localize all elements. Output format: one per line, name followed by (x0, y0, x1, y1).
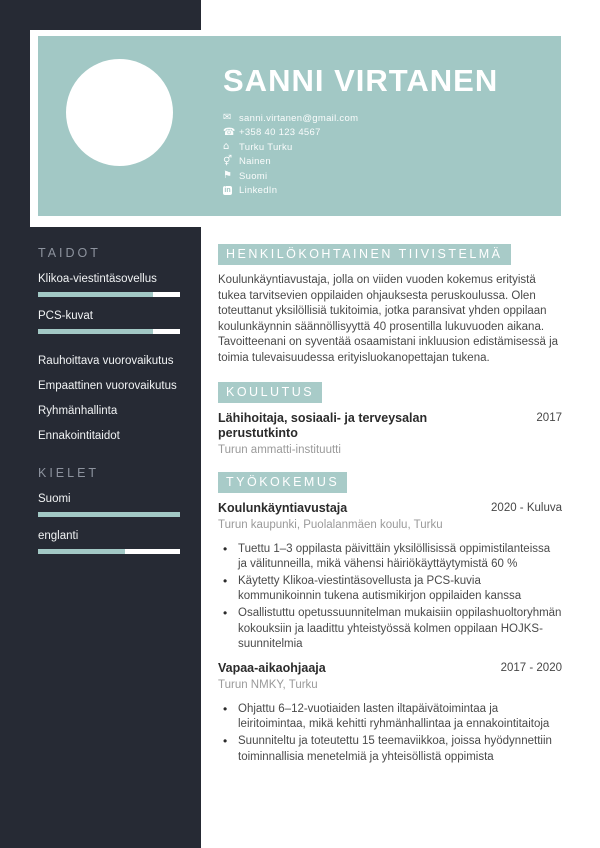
job-bullets (218, 702, 562, 765)
spacer (38, 334, 183, 342)
bullet-item: • Käytetty Klikoa-viestintäsovellusta ja PCS-kuvia kommunikoinnin tukena autismikirjon oppilaiden kanssa (218, 574, 562, 605)
job-org: Turun NMKY, Turku (218, 678, 318, 691)
contact-row-phone (223, 126, 553, 141)
header-band (38, 36, 561, 216)
education-entry (218, 411, 562, 457)
dark-top-band (0, 0, 201, 30)
linkedin-text: LinkedIn (239, 185, 278, 197)
nationality-text: Suomi (239, 170, 268, 182)
contact-row-linkedin (223, 184, 553, 199)
phone-text: +358 40 123 4567 (239, 127, 321, 139)
school-name: Turun ammatti-instituutti (218, 443, 341, 456)
job-date: 2017 - 2020 (500, 661, 562, 674)
header-text (223, 62, 553, 198)
experience-entry (218, 501, 562, 653)
dark-left-strip (0, 0, 30, 240)
contact-list (223, 111, 553, 198)
envelope-icon: ✉ (223, 112, 232, 124)
skill-bar-fill (38, 292, 153, 297)
sidebar (38, 246, 183, 554)
education-section (218, 382, 562, 457)
skill-bar (38, 292, 180, 297)
skill-label: Rauhoittava vuorovaikutus (38, 355, 174, 367)
phone-icon: ☎ (223, 126, 236, 138)
education-entry-row (218, 411, 562, 441)
contact-row-gender (223, 155, 553, 170)
language-bar-fill (38, 549, 125, 554)
languages-section-title: KIELET (38, 466, 100, 480)
skill-label: PCS-kuvat (38, 310, 93, 322)
experience-entry-row (218, 501, 562, 516)
language-label: englanti (38, 530, 79, 542)
main-content (218, 244, 562, 766)
language-label: Suomi (38, 493, 71, 505)
home-icon: ⌂ (223, 141, 230, 153)
experience-section-title: TYÖKOKEMUS (218, 472, 347, 493)
job-bullets (218, 542, 562, 653)
education-date: 2017 (536, 411, 562, 424)
bullet-item: • Ohjattu 6–12-vuotiaiden lasten iltapäivätoimintaa ja leiritoimintaa, mikä kehitti ryhmänhallintaa ja ennakointitaitoja (218, 702, 562, 733)
gender-text: Nainen (239, 156, 271, 168)
skill-item (38, 273, 183, 297)
experience-entry (218, 661, 562, 765)
skills-section-title: TAIDOT (38, 246, 101, 260)
bullet-item: • Osallistuttu opetussuunnitelman mukaisiin oppilashuoltoryhmän kokouksiin ja laadittu yhteistyössä kolmen oppilaan HOJKS-suunnitelmia (218, 606, 562, 653)
contact-row-location (223, 140, 553, 155)
email-text: sanni.virtanen@gmail.com (239, 112, 359, 124)
language-item (38, 530, 183, 554)
education-section-title: KOULUTUS (218, 382, 322, 403)
skill-label: Ryhmänhallinta (38, 405, 118, 417)
skill-label: Klikoa-viestintäsovellus (38, 273, 157, 285)
summary-text: Koulunkäyntiavustaja, jolla on viiden vuoden kokemus erityistä tukea tarvitsevien oppilaiden ohjauksesta peruskoulussa. Olen toteuttanut yksilöllisiä tukitoimia, jotka paransivat yhden oppilaan koulunkäynnin säännöllisyyttä 40 prosentilla lukuvuoden aikana. Tavoitteenani on syventää osaamistani inkluusion edistämisessä ja toimia tulevaisuudessa erityisluokanopettajan tukena. (218, 274, 559, 364)
experience-entry-row (218, 661, 562, 676)
bullet-item: • Suunniteltu ja toteutettu 15 teemaviikkoa, joissa hyödynnettiin toiminnallisia menetelmiä ja yhteisöllistä oppimista (218, 734, 562, 765)
job-date: 2020 - Kuluva (491, 501, 562, 514)
degree-title: Lähihoitaja, sosiaali- ja terveysalan perustutkinto (218, 410, 428, 440)
skill-label: Ennakointitaidot (38, 430, 120, 442)
contact-row-nationality (223, 169, 553, 184)
bullet-item: • Tuettu 1–3 oppilasta päivittäin yksilöllisissä oppimistilanteissa ja välitunneilla, mikä vähensi häiriökäyttäytymistä 60 % (218, 542, 562, 573)
gender-icon: ⚥ (223, 155, 233, 167)
language-bar (38, 549, 180, 554)
person-name: SANNI VIRTANEN (223, 63, 499, 98)
job-org: Turun kaupunki, Puolalanmäen koulu, Turku (218, 518, 443, 531)
spacer (38, 442, 183, 466)
location-text: Turku Turku (239, 141, 293, 153)
flag-icon: ⚑ (223, 170, 232, 182)
language-bar (38, 512, 180, 517)
contact-row-email (223, 111, 553, 126)
job-title: Koulunkäyntiavustaja (218, 500, 348, 515)
skill-label: Empaattinen vuorovaikutus (38, 380, 177, 392)
avatar (66, 59, 173, 166)
language-item (38, 493, 183, 517)
experience-section (218, 472, 562, 766)
language-bar-fill (38, 512, 180, 517)
linkedin-icon: in (224, 187, 231, 195)
skill-item (38, 310, 183, 334)
job-title: Vapaa-aikaohjaaja (218, 660, 326, 675)
summary-section-title: HENKILÖKOHTAINEN TIIVISTELMÄ (218, 244, 511, 265)
